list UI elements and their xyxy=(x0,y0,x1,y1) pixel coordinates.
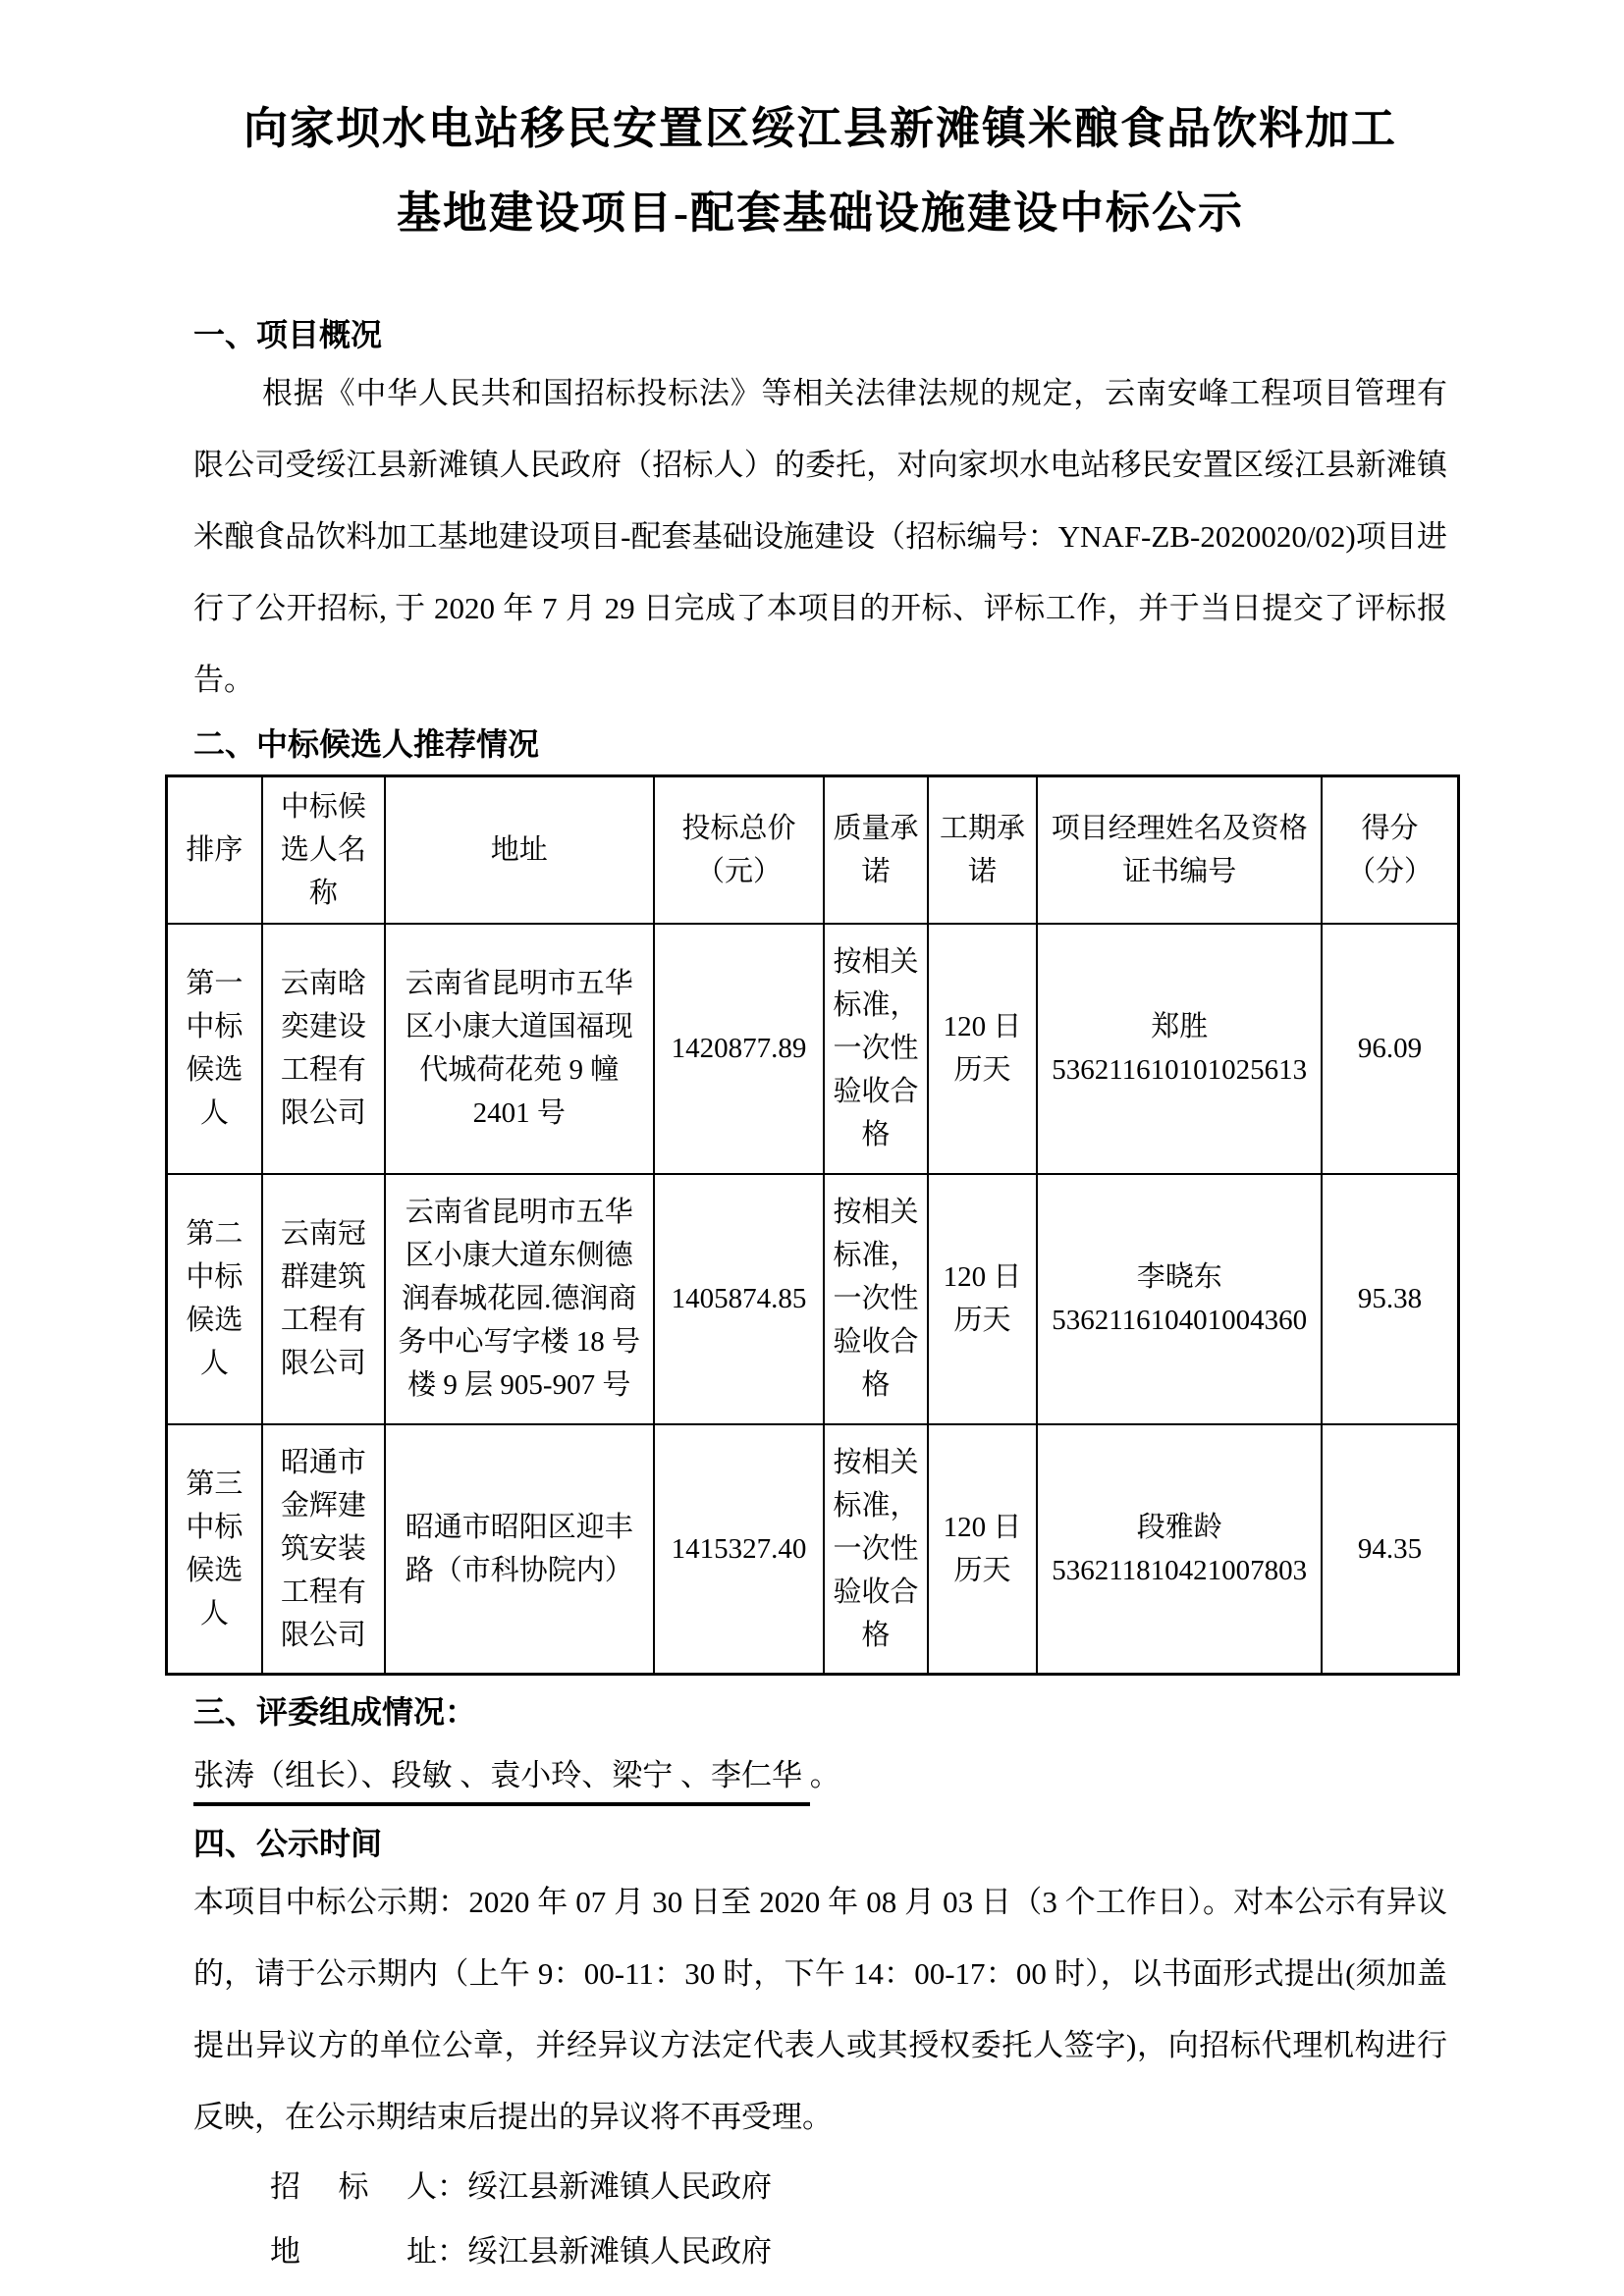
address-line xyxy=(193,2221,1447,2282)
cell-quality: 按相关标准，一次性验收合格 xyxy=(824,924,927,1174)
cell-score: 96.09 xyxy=(1322,924,1459,1174)
tenderee-line xyxy=(193,2157,1447,2217)
cell-manager xyxy=(1037,924,1322,1174)
cell-address: 云南省昆明市五华区小康大道国福现代城荷花苑 9 幢 2401 号 xyxy=(385,924,654,1174)
col-header-duration: 工期承诺 xyxy=(928,776,1038,924)
manager-cert-number: 536211810421007803 xyxy=(1052,1554,1308,1586)
address-label: 地址 xyxy=(270,2234,437,2269)
cell-rank: 第三中标候选人 xyxy=(167,1424,262,1675)
cell-bid-price: 1420877.89 xyxy=(654,924,825,1174)
manager-name: 李晓东 xyxy=(1136,1261,1222,1293)
cell-quality: 按相关标准，一次性验收合格 xyxy=(824,1424,927,1675)
cell-rank: 第二中标候选人 xyxy=(167,1174,262,1424)
cell-score: 94.35 xyxy=(1322,1424,1459,1675)
jury-names-underlined: 张涛（组长）、段敏 、袁小玲、梁宁 、李仁华 xyxy=(193,1758,810,1806)
manager-name: 段雅龄 xyxy=(1136,1511,1222,1543)
col-header-manager: 项目经理姓名及资格证书编号 xyxy=(1037,776,1322,924)
manager-name: 郑胜 xyxy=(1151,1011,1209,1042)
manager-cert-number: 536211610101025613 xyxy=(1052,1054,1308,1086)
section1-paragraph: 根据《中华人民共和国招标投标法》等相关法律法规的规定，云南安峰工程项目管理有限公司受绥江县新滩镇人民政府（招标人）的委托，对向家坝水电站移民安置区绥江县新滩镇米酿食品饮料加工基地建设项目-配套基础设施建设（招标编号：YNAF-ZB-2020020/02)项目进行了公开招标, 于 2020 年 7 月 29 日完成了本项目的开标、评标工作，并于当日提交了评标报告。 xyxy=(193,376,1447,697)
jury-names-line xyxy=(193,1748,1447,1803)
cell-quality: 按相关标准，一次性验收合格 xyxy=(824,1174,927,1424)
col-header-candidate-name: 中标候选人名称 xyxy=(262,776,385,924)
page-title-line1: 向家坝水电站移民安置区绥江县新滩镇米酿食品饮料加工 xyxy=(243,104,1397,153)
section4-heading: 四、公示时间 xyxy=(193,1826,383,1861)
table-row-candidate-2 xyxy=(167,1174,1459,1424)
cell-candidate-name: 昭通市金辉建筑安装工程有限公司 xyxy=(262,1424,385,1675)
table-row-candidate-3 xyxy=(167,1424,1459,1675)
page-title xyxy=(193,86,1447,255)
jury-names-period: 。 xyxy=(809,1758,840,1792)
tenderee-value: 绥江县新滩镇人民政府 xyxy=(467,2169,772,2204)
cell-candidate-name: 云南晗奕建设工程有限公司 xyxy=(262,924,385,1174)
section4-paragraph: 本项目中标公示期：2020 年 07 月 30 日至 2020 年 08 月 03 日（3 个工作日）。对本公示有异议的，请于公示期内（上午 9：00-11：30 时，下午 14：00-17：00 时），以书面形式提出(须加盖提出异议方的单位公章，并经异议方法定代表人或其授权委托人签字)，向招标代理机构进行反映，在公示期结束后提出的异议将不再受理。 xyxy=(193,1885,1447,2134)
tenderee-label: 招标人 xyxy=(270,2169,437,2204)
cell-address: 云南省昆明市五华区小康大道东侧德润春城花园.德润商务中心写字楼 18 号楼 9 层 905-907 号 xyxy=(385,1174,654,1424)
cell-bid-price: 1405874.85 xyxy=(654,1174,825,1424)
table-row-candidate-1 xyxy=(167,924,1459,1174)
candidates-table xyxy=(165,774,1460,1676)
cell-address: 昭通市昭阳区迎丰路（市科协院内） xyxy=(385,1424,654,1675)
section3-heading: 三、评委组成情况： xyxy=(193,1694,477,1730)
cell-manager xyxy=(1037,1424,1322,1675)
col-header-quality: 质量承诺 xyxy=(824,776,927,924)
page-title-line2: 基地建设项目-配套基础设施建设中标公示 xyxy=(397,188,1244,238)
table-header-row xyxy=(167,776,1459,924)
cell-candidate-name: 云南冠群建筑工程有限公司 xyxy=(262,1174,385,1424)
address-value: 绥江县新滩镇人民政府 xyxy=(467,2234,772,2269)
cell-duration: 120 日历天 xyxy=(928,1174,1038,1424)
cell-duration: 120 日历天 xyxy=(928,1424,1038,1675)
tenderee-colon: ： xyxy=(437,2169,467,2204)
cell-rank: 第一中标候选人 xyxy=(167,924,262,1174)
col-header-score: 得分（分） xyxy=(1322,776,1459,924)
manager-cert-number: 536211610401004360 xyxy=(1052,1305,1308,1336)
col-header-address: 地址 xyxy=(385,776,654,924)
address-colon: ： xyxy=(437,2234,467,2269)
col-header-rank: 排序 xyxy=(167,776,262,924)
section2-heading: 二、中标候选人推荐情况 xyxy=(193,726,540,762)
cell-bid-price: 1415327.40 xyxy=(654,1424,825,1675)
cell-manager xyxy=(1037,1174,1322,1424)
cell-duration: 120 日历天 xyxy=(928,924,1038,1174)
cell-score: 95.38 xyxy=(1322,1174,1459,1424)
col-header-bid-price: 投标总价（元） xyxy=(654,776,825,924)
section1-heading: 一、项目概况 xyxy=(193,317,383,352)
